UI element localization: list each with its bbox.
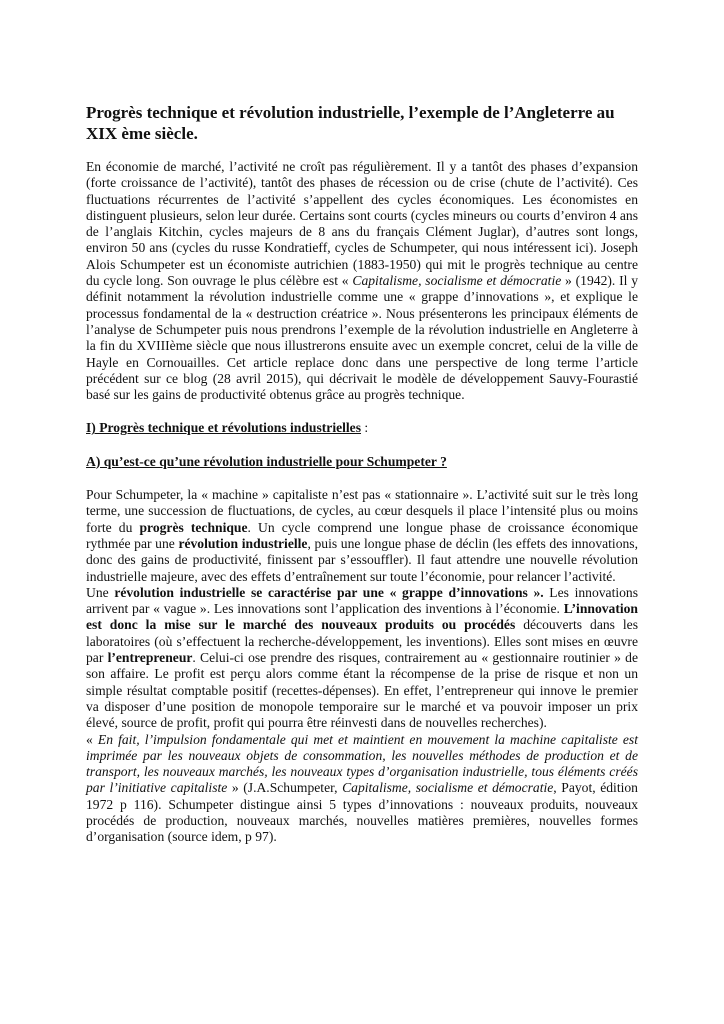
section-1-heading-suffix: :	[361, 420, 369, 436]
paragraph-quote	[86, 732, 638, 846]
paragraph-cycles-text-2: . Un cycle comprend une longue phase de croissance économique rythmée par une	[86, 519, 638, 551]
paragraph-innovations-text-2: Les innovations arrivent par « vague ». Les innovations sont l’application des inventions à l’économie.	[86, 584, 639, 617]
section-1-heading: I) Progrès technique et révolutions industrielles	[86, 420, 362, 436]
section-1-heading-line	[86, 420, 638, 436]
intro-book-title: Capitalisme, socialisme et démocratie	[352, 273, 562, 289]
bold-innovation-definition: L’innovation est donc la mise sur le marché des nouveaux produits ou procédés	[86, 601, 638, 633]
bold-progres-technique: progrès technique	[139, 519, 248, 535]
paragraph-innovations-text-3: découverts dans les laboratoires (où s’effectuent la recherche-développement, les inventions). Elles sont mises en œuvre par	[86, 617, 638, 666]
paragraph-innovations-text-4: . Celui-ci ose prendre des risques, contrairement au « gestionnaire routinier » de son affaire. Le profit est perçu alors comme étant la récompense de la prise de risque et non un simple résultat comptable positif (recettes-dépenses). En effet, l’entrepreneur qui innove le premier va disposer d’une position de monopole temporaire sur le marché et va pouvoir imposer un prix élevé, source de profit, profit qui pourra être réinvesti dans de nouvelles recherches).	[86, 650, 638, 731]
paragraph-cycles	[86, 487, 638, 585]
document-page	[86, 103, 638, 846]
intro-paragraph	[86, 159, 638, 403]
section-a-heading-line	[86, 454, 638, 470]
paragraph-innovations-text-1: Une	[86, 584, 115, 600]
intro-text-end: » (1942). Il y définit notamment la révolution industrielle comme une « grappe d’innovations », et explique le processus fondamental de la « destruction créatrice ». Nous présenterons les principaux éléments de l’analyse de Schumpeter puis nous prendrons l’exemple de la révolution industrielle en Angleterre à la fin du XVIIIème siècle que nous illustrerons ensuite avec un exemple concret, celui de la ville de Hayle en Cornouailles. Cet article replace donc dans une perspective de long terme l’article précédent sur ce blog (28 avril 2015), qui décrivait le modèle de développement Sauvy-Fourastié basé sur les gains de productivité obtenus grâce au progrès technique.	[86, 273, 638, 403]
quote-italic-text: En fait, l’impulsion fondamentale qui met et maintient en mouvement la machine capitaliste est imprimée par les nouveaux objets de consommation, les nouvelles méthodes de production et de transport, les nouveaux marchés, les nouveaux types d’organisation industrielle, tous éléments créés par l’initiative capitaliste	[86, 731, 638, 796]
paragraph-cycles-text-3: , puis une longue phase de déclin (les effets des innovations, donc des gains de productivité, finissent par s’essouffler). Il faut attendre une nouvelle révolution industrielle majeure, avec des effets d’entraînement sur toute l’économie, pour relancer l’activité.	[86, 535, 638, 584]
quote-open: «	[86, 731, 98, 747]
intro-text-start: En économie de marché, l’activité ne croît pas régulièrement. Il y a tantôt des phases d’expansion (forte croissance de l’activité), tantôt des phases de récession ou de crise (chute de l’activité). Ces fluctuations récurrentes de l’activité s’appellent des cycles économiques. Les économistes en distinguent plusieurs, selon leur durée. Certains sont courts (cycles mineurs ou courts d’environ 4 ans de l’anglais Kitchin, cycles majeurs de 8 ans du français Clément Juglar), d’autres sont longs, environ 50 ans (cycles du russe Kondratieff, cycles de Schumpeter, qui nous intéressent ici). Joseph Alois Schumpeter est un économiste autrichien (1883-1950) qui mit le progrès technique au centre du cycle long. Son ouvrage le plus célèbre est «	[86, 159, 638, 289]
bold-entrepreneur: l’entrepreneur	[107, 650, 193, 666]
paragraph-innovations	[86, 585, 638, 732]
quote-rest-text: , Payot, édition 1972 p 116). Schumpeter distingue ainsi 5 types d’innovations : nouveaux produits, nouveaux procédés de production, nouveaux marchés, nouvelles matières premières, nouvelles formes d’organisation (source idem, p 97).	[86, 780, 638, 845]
quote-book-title: Capitalisme, socialisme et démocratie	[342, 780, 554, 796]
paragraph-cycles-text-1: Pour Schumpeter, la « machine » capitaliste n’est pas « stationnaire ». L’activité suit sur le très long terme, une succession de fluctuations, de cycles, au cœur desquels il place l’intensité plus ou moins forte du	[86, 487, 638, 535]
quote-citation: » (J.A.Schumpeter,	[227, 780, 343, 796]
document-title: Progrès technique et révolution industrielle, l’exemple de l’Angleterre au XIX ème siècle.	[86, 103, 615, 143]
bold-revolution-industrielle: révolution industrielle	[178, 535, 308, 551]
bold-grappe-innovations: révolution industrielle se caractérise par une « grappe d’innovations ».	[114, 584, 544, 600]
section-a-heading: A) qu’est-ce qu’une révolution industrielle pour Schumpeter ?	[86, 453, 447, 469]
